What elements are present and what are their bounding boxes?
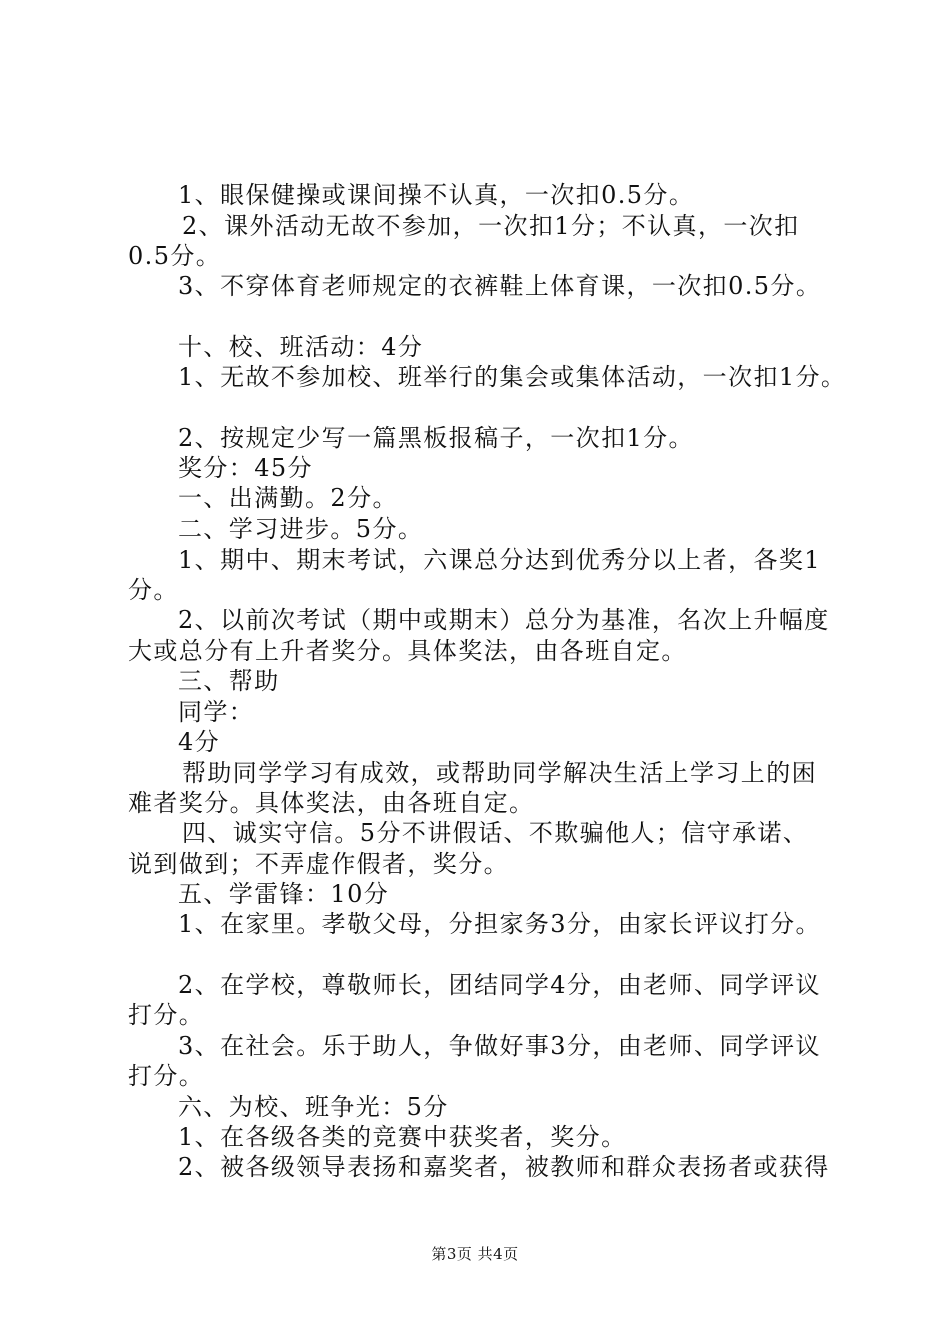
section-heading: 三、帮助 — [178, 667, 280, 695]
text-line: 2、按规定少写一篇黑板报稿子，一次扣1分。 — [178, 424, 694, 452]
text-line: 打分。 — [128, 1001, 205, 1029]
text-line: 2、在学校，尊敬师长，团结同学4分，由老师、同学评议 — [178, 971, 821, 999]
text-line: 2、被各级领导表扬和嘉奖者，被教师和群众表扬者或获得 — [178, 1153, 830, 1181]
text-line: 1、眼保健操或课间操不认真，一次扣0.5分。 — [178, 181, 695, 209]
section-heading: 一、出满勤。2分。 — [178, 484, 398, 512]
section-heading: 二、学习进步。5分。 — [178, 515, 424, 543]
text-line: 大或总分有上升者奖分。具体奖法，由各班自定。 — [128, 637, 687, 665]
text-line: 1、期中、期末考试，六课总分达到优秀分以上者，各奖1 — [178, 546, 821, 574]
text-line: 2、以前次考试（期中或期末）总分为基准，名次上升幅度 — [178, 606, 830, 634]
page-footer: 第3页 共4页 — [431, 1245, 519, 1263]
text-line: 难者奖分。具体奖法，由各班自定。 — [128, 789, 535, 817]
section-heading: 十、校、班活动：4分 — [178, 333, 424, 361]
text-line: 分。 — [128, 576, 179, 604]
section-heading: 五、学雷锋：10分 — [178, 880, 390, 908]
section-heading: 四、诚实守信。5分不讲假话、不欺骗他人；信守承诺、 — [182, 819, 809, 847]
text-line: 4分 — [178, 728, 221, 756]
text-line: 打分。 — [128, 1062, 205, 1090]
text-line: 同学： — [178, 698, 255, 726]
text-line: 1、在各级各类的竞赛中获奖者，奖分。 — [178, 1123, 627, 1151]
section-heading: 六、为校、班争光：5分 — [178, 1093, 449, 1121]
text-line: 3、在社会。乐于助人，争做好事3分，由老师、同学评议 — [178, 1032, 821, 1060]
text-line: 0.5分。 — [128, 242, 222, 270]
text-line: 1、在家里。孝敬父母，分担家务3分，由家长评议打分。 — [178, 910, 821, 938]
section-heading: 奖分：45分 — [178, 454, 313, 482]
text-line: 说到做到；不弄虚作假者，奖分。 — [128, 850, 509, 878]
text-line: 2、课外活动无故不参加，一次扣1分；不认真，一次扣 — [182, 212, 800, 240]
text-line: 帮助同学学习有成效，或帮助同学解决生活上学习上的困 — [182, 759, 817, 787]
text-line: 3、不穿体育老师规定的衣裤鞋上体育课，一次扣0.5分。 — [178, 272, 822, 300]
text-line: 1、无故不参加校、班举行的集会或集体活动，一次扣1分。 — [178, 363, 847, 391]
